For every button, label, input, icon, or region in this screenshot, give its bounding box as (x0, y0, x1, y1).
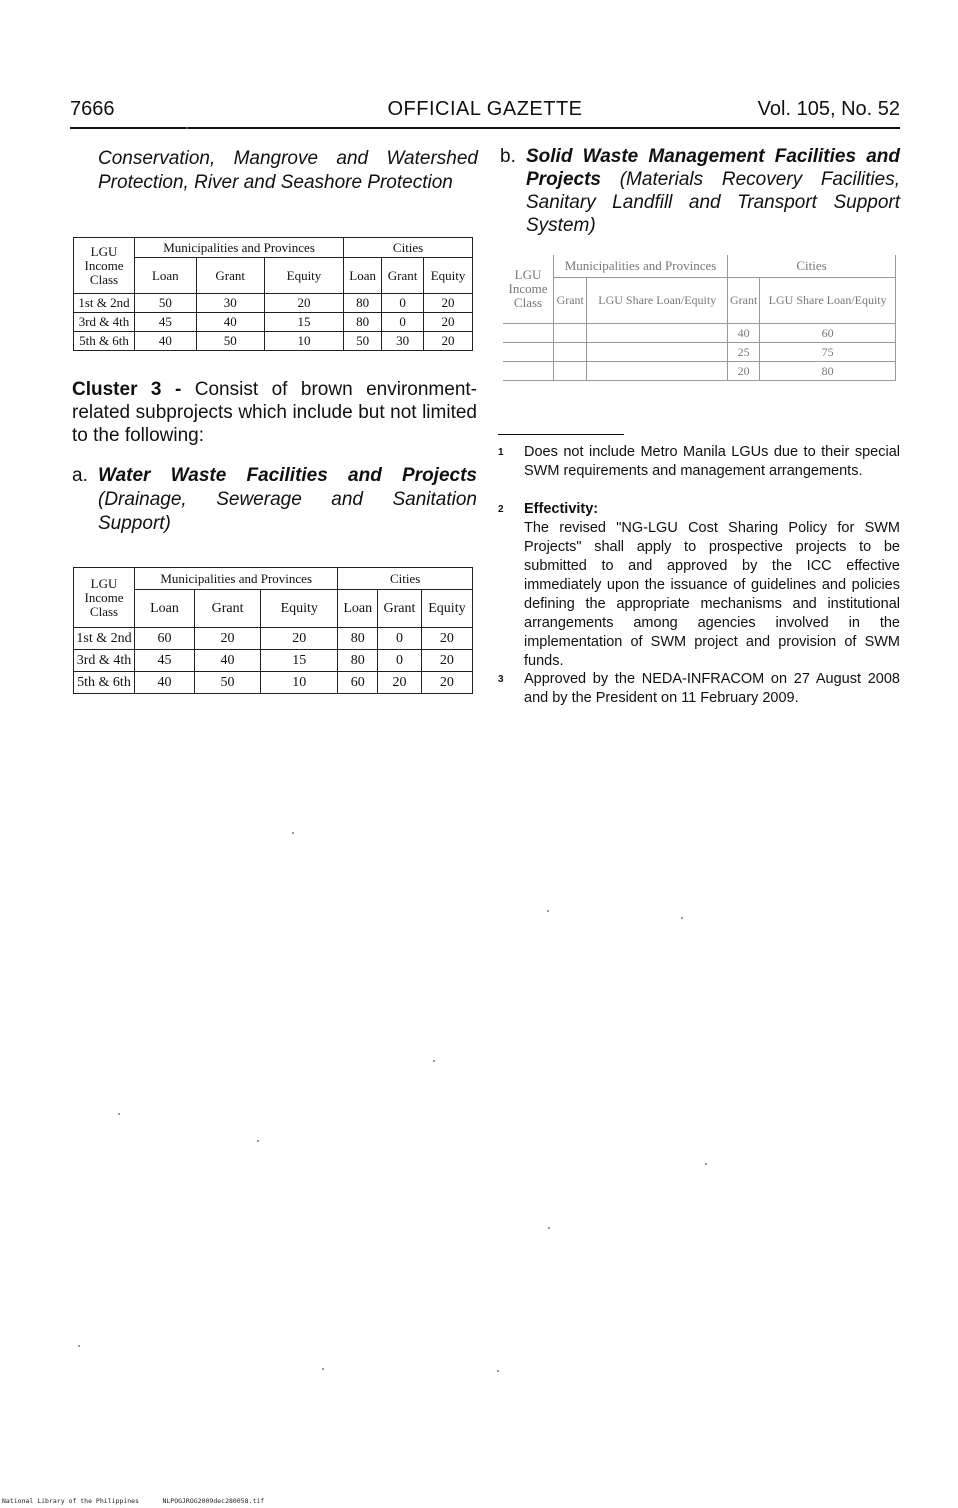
scan-speck (292, 832, 294, 834)
volume-number: Vol. 105, No. 52 (757, 98, 900, 120)
table-row (74, 672, 473, 694)
scan-speck (257, 1140, 259, 1142)
footnote-rule (498, 434, 624, 435)
item-b (500, 145, 900, 237)
footnote-3 (498, 670, 900, 708)
cell: 60 (760, 323, 896, 342)
footnote-text: Approved by the NEDA-INFRACOM on 27 August 2008 and by the President on 11 February 2009. (524, 671, 900, 706)
cell: 50 (135, 294, 197, 313)
cell: 50 (196, 332, 264, 351)
column-header: Loan (135, 258, 197, 294)
income-class: 3rd & 4th (74, 313, 135, 332)
cell: 20 (264, 294, 343, 313)
cell: 15 (264, 313, 343, 332)
table-row (503, 361, 896, 380)
cell: 75 (760, 342, 896, 361)
income-class: 1st & 2nd (74, 294, 135, 313)
table-row (74, 628, 473, 650)
item-a-sub: (Drainage, Sewerage and Sanitation Support) (98, 489, 477, 534)
income-class: 5th & 6th (74, 332, 135, 351)
cell: 45 (135, 313, 197, 332)
lgu-header: LGU Income Class (74, 568, 135, 628)
income-class: 5th & 6th (74, 672, 135, 694)
cell: 20 (424, 313, 473, 332)
cell: 40 (728, 323, 760, 342)
cluster3-label: Cluster 3 - (72, 379, 182, 400)
group-header-cities: Cities (338, 568, 473, 590)
column-header: Grant (382, 258, 424, 294)
cell: 0 (382, 313, 424, 332)
column-header: LGU Share Loan/Equity (760, 277, 896, 323)
scan-speck (705, 1163, 707, 1165)
cluster3-text: Consist of brown environment-related subprojects which include but not limited to the following: (72, 379, 477, 446)
scan-footer (2, 1497, 264, 1505)
table-cluster3b (503, 255, 896, 381)
lgu-header: LGU Income Class (503, 255, 554, 323)
cell: 30 (382, 332, 424, 351)
intro-continuation: Conservation, Mangrove and Watershed Protection, River and Seashore Protection (98, 148, 478, 193)
cell: 25 (728, 342, 760, 361)
scan-speck (497, 1370, 499, 1372)
page-header (70, 98, 900, 126)
item-b-title: Solid Waste Management Facilities and Projects (526, 146, 900, 190)
header-rule (70, 127, 900, 129)
item-a (72, 464, 477, 536)
table-row (503, 342, 896, 361)
footnote-text: Does not include Metro Manila LGUs due to their special SWM requirements and management arrangements. (524, 444, 900, 479)
item-b-letter: b. (500, 146, 516, 167)
income-class: 1st & 2nd (74, 628, 135, 650)
scan-speck (547, 910, 549, 912)
group-header-cities: Cities (344, 238, 473, 258)
footnote-number: 3 (498, 674, 504, 685)
table-cluster3a (73, 567, 473, 694)
cell: 60 (135, 628, 195, 650)
cell: 0 (378, 650, 422, 672)
cell: 50 (344, 332, 382, 351)
group-header-municipalities: Municipalities and Provinces (135, 568, 338, 590)
table-row (74, 294, 473, 313)
cell: 0 (382, 294, 424, 313)
column-header: Grant (196, 258, 264, 294)
footnote-2 (498, 500, 900, 671)
column-header: Grant (378, 590, 422, 628)
footer-file: NLPOGJROG2009dec280058.tif (162, 1497, 265, 1505)
cell: 20 (421, 628, 472, 650)
cell: 15 (261, 650, 338, 672)
cell: 80 (338, 650, 378, 672)
item-a-letter: a. (72, 465, 88, 486)
scan-speck (186, 127, 188, 129)
column-header: Loan (344, 258, 382, 294)
cell: 50 (194, 672, 260, 694)
column-header: Equity (421, 590, 472, 628)
cell: 20 (421, 650, 472, 672)
cell: 40 (194, 650, 260, 672)
cell: 80 (344, 294, 382, 313)
cell: 20 (424, 294, 473, 313)
page-number: 7666 (70, 98, 115, 120)
lgu-header: LGU Income Class (74, 238, 135, 294)
cell: 45 (135, 650, 195, 672)
cell: 20 (728, 361, 760, 380)
publication-title: OFFICIAL GAZETTE (387, 98, 583, 120)
group-header-municipalities: Municipalities and Provinces (135, 238, 344, 258)
footnote-1 (498, 443, 900, 481)
column-header: Loan (338, 590, 378, 628)
item-b-sub: (Materials Recovery Facilities, Sanitary Landfill and Transport Support System) (526, 169, 900, 236)
income-class: 3rd & 4th (74, 650, 135, 672)
column-header: Equity (261, 590, 338, 628)
cluster3-paragraph (72, 378, 477, 447)
table-row (74, 313, 473, 332)
footer-library: National Library of the Philippines (2, 1497, 139, 1505)
cell: 80 (338, 628, 378, 650)
column-header: LGU Share Loan/Equity (587, 277, 728, 323)
cell: 20 (261, 628, 338, 650)
cell: 80 (344, 313, 382, 332)
scan-speck (322, 1368, 324, 1370)
table-row (74, 332, 473, 351)
cell: 10 (264, 332, 343, 351)
table-row (503, 323, 896, 342)
scan-speck (548, 1227, 550, 1229)
cell: 30 (196, 294, 264, 313)
scan-speck (433, 1060, 435, 1062)
scan-speck (78, 1345, 80, 1347)
cell: 40 (135, 332, 197, 351)
scan-speck (118, 1113, 120, 1115)
cell: 40 (196, 313, 264, 332)
cell: 60 (338, 672, 378, 694)
column-header: Grant (728, 277, 760, 323)
footnote-title: Effectivity: (524, 501, 599, 517)
cell: 20 (424, 332, 473, 351)
footnote-number: 2 (498, 504, 504, 515)
column-header: Grant (194, 590, 260, 628)
cell: 20 (378, 672, 422, 694)
cell: 20 (194, 628, 260, 650)
cell: 80 (760, 361, 896, 380)
group-header-cities: Cities (728, 255, 896, 277)
table-row (74, 650, 473, 672)
column-header: Equity (264, 258, 343, 294)
footnote-number: 1 (498, 447, 504, 458)
group-header-municipalities: Municipalities and Provinces (554, 255, 728, 277)
column-header: Loan (135, 590, 195, 628)
cell: 20 (421, 672, 472, 694)
cell: 10 (261, 672, 338, 694)
footnote-text: The revised "NG-LGU Cost Sharing Policy for SWM Projects" shall apply to prospective projects to be submitted to and approved by the ICC effective immediately upon the issuance of guidelines and policies defining the appropriate mechanisms and institutional arrangements among agencies involved in the implementation of SWM project and provision of SWM funds. (524, 520, 900, 669)
cell: 0 (378, 628, 422, 650)
cell: 40 (135, 672, 195, 694)
column-header: Equity (424, 258, 473, 294)
table-cluster2 (73, 237, 473, 351)
column-header: Grant (554, 277, 587, 323)
item-a-title: Water Waste Facilities and Projects (98, 465, 477, 486)
scan-speck (681, 917, 683, 919)
